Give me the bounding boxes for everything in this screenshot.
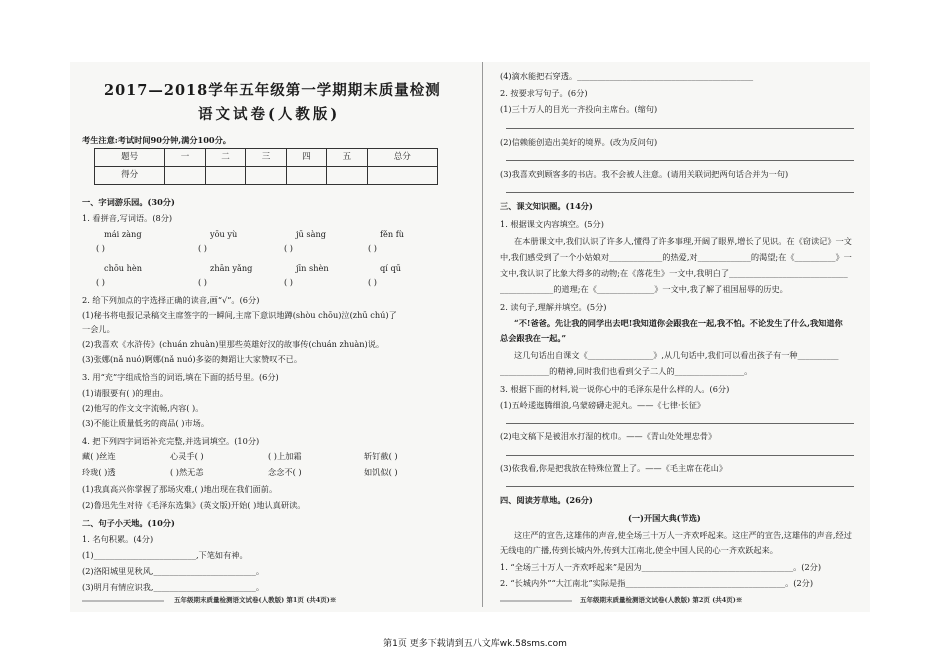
download-banner: 第1页 更多下载请到五八文库wk.58sms.com [383, 639, 567, 649]
answer-line[interactable] [506, 192, 854, 193]
score-cell[interactable] [165, 167, 205, 185]
section-2-heading: 二、句子小天地。(10分) [82, 518, 175, 528]
pinyin: fěn fù [380, 229, 405, 239]
table-cell: 一 [165, 149, 205, 167]
question-text: (2)鲁迅先生对待《毛泽东选集》(英文版)开始( )地认真研读。 [82, 500, 306, 510]
answer-line[interactable] [506, 423, 854, 424]
question-text: (2)他写的作文文字流畅,内容( )。 [82, 403, 204, 413]
question-text: (2)电文稿下是被泪水打湿的枕巾。——《青山处处埋忠骨》 [500, 431, 717, 441]
answer-line[interactable] [506, 486, 854, 487]
question-text: (2)信赖能创造出美好的境界。(改为反问句) [500, 137, 658, 147]
answer-blank[interactable]: ( ) [284, 277, 293, 287]
pinyin: jīn shèn [296, 263, 329, 273]
question-text: (1)我真高兴你掌握了那场灾难,( )地出现在我们面前。 [82, 484, 278, 494]
table-cell: 四 [286, 149, 326, 167]
question-text: (3)依我看,你是把我放在特殊位置上了。——《毛主席在花山》 [500, 463, 728, 473]
reading-passage: 这庄严的宣告,这雄伟的声音,使全场三十万人一齐欢呼起来。这庄严的宣告,这雄伟的声音,经过 [514, 530, 852, 540]
table-cell: 五 [327, 149, 367, 167]
exam-notice: 考生注意:考试时间90分钟,满分100分。 [82, 135, 231, 145]
quote-text: “不!爸爸。先让我的同学出去吧!我知道你会跟我在一起,我不怕。不论发生了什么,我知道你 [514, 318, 843, 328]
idiom-item: 如饥似( ) [364, 467, 398, 477]
answer-blank[interactable]: ( ) [284, 243, 293, 253]
answer-line[interactable] [506, 128, 854, 129]
score-table [94, 148, 438, 185]
question-text: ____________的精神,同时我们也看到父子二人的_________________。 [500, 366, 753, 376]
question-text: 2. “长城内外”“大江南北”实际是指_______________________________________。(2分) [500, 578, 814, 588]
pinyin: qí qū [380, 263, 401, 273]
question-2: 2. 给下列加点的字选择正确的读音,画“√”。(6分) [82, 295, 260, 305]
pinyin: mái zàng [104, 229, 142, 239]
section-3-heading: 三、课文知识圈。(14分) [500, 201, 593, 211]
score-cell[interactable] [327, 167, 367, 185]
answer-blank[interactable]: ( ) [96, 243, 105, 253]
question-5: 1. 名句积累。(4分) [82, 534, 154, 544]
question-text: (1)请服要有( )的理由。 [82, 388, 169, 398]
idiom-item: ( )上加霜 [268, 451, 302, 461]
score-cell[interactable] [367, 167, 437, 185]
question-text: (1)三十万人的目光一齐投向主席台。(缩句) [500, 104, 658, 114]
pinyin: jū sàng [296, 229, 327, 239]
question-heading: 2. 读句子,理解并填空。(5分) [500, 302, 607, 312]
page-footer: 五年级期末质量检测语文试卷(人教版) 第1页 (共4页)※ [174, 596, 337, 604]
question-text: 在本册课文中,我们认识了许多人,懂得了许多事理,开阔了眼界,增长了见识。在《窃读记》一文 [514, 236, 852, 246]
question-text: (4)滴水能把石穿透。___________________________________________ [500, 71, 754, 81]
score-cell[interactable] [286, 167, 326, 185]
answer-blank[interactable]: ( ) [198, 243, 207, 253]
score-cell[interactable] [246, 167, 286, 185]
question-4: 4. 把下列四字词语补充完整,并选词填空。(10分) [82, 436, 260, 446]
question-text: 中,我们感受到了一个小姑娘对_____________的热爱,对_____________的渴望;在《__________》一 [500, 252, 852, 262]
question-text: (3)明月有情应识我,_________________________。 [82, 582, 265, 592]
reading-passage: 无线电的广播,传到长城内外,传到大江南北,使全中国人民的心一齐欢跃起来。 [500, 545, 778, 555]
question-3: 3. 用“充”字组成恰当的词语,填在下面的括号里。(6分) [82, 372, 279, 382]
question-text: (2)我喜欢《水浒传》(chuán zhuàn)里那些英雄好汉的故事传(chuán zhuàn)说。 [82, 339, 385, 349]
question-text: (1)秘书将电报记录稿交主席签字的一瞬间,主席下意识地蹲(shòu chōu)泣(zhū chú)了 [82, 310, 397, 320]
answer-line[interactable] [506, 455, 854, 456]
table-cell: 得分 [95, 167, 165, 185]
question-text: (2)洛阳城里见秋风,_________________________。 [82, 566, 265, 576]
table-cell: 总分 [367, 149, 437, 167]
pinyin: yōu yù [210, 229, 238, 239]
idiom-item: 藏( )丝连 [82, 451, 116, 461]
pinyin: zhān yǎng [210, 263, 253, 273]
idiom-item: ( )然无恙 [170, 467, 204, 477]
reading-title: (一)开国大典(节选) [628, 513, 701, 523]
score-cell[interactable] [205, 167, 245, 185]
answer-line[interactable] [506, 160, 854, 161]
idiom-item: 玲珑( )透 [82, 467, 116, 477]
answer-blank[interactable]: ( ) [368, 243, 377, 253]
question-text: (3)我喜欢到顾客多的书店。我不会被人注意。(请用关联词把两句话合并为一句) [500, 169, 789, 179]
quote-text: 总会跟我在一起。” [500, 333, 567, 343]
question-text: 这几句话出自课文《________________》,从几句话中,我们可以看出孩子有一种__________ [514, 350, 839, 360]
question-text: (3)不能让质量低劣的商品( )市场。 [82, 418, 210, 428]
score-table-row [95, 167, 438, 185]
page-divider [482, 62, 483, 607]
answer-blank[interactable]: ( ) [368, 277, 377, 287]
idiom-item: 念念不( ) [268, 467, 302, 477]
question-text: 一会儿。 [82, 324, 115, 334]
footer-rule [82, 600, 164, 602]
answer-blank[interactable]: ( ) [198, 277, 207, 287]
idiom-item: 斩钉截( ) [364, 451, 398, 461]
pinyin: chōu hèn [104, 263, 143, 273]
exam-sheet [70, 62, 870, 612]
question-text: (1)五岭逶迤腾细浪,乌蒙磅礴走泥丸。——《七律·长征》 [500, 400, 706, 410]
question-heading: 3. 根据下面的材料,说一说你心中的毛泽东是什么样的人。(6分) [500, 384, 730, 394]
question-heading: 1. 根据课文内容填空。(5分) [500, 219, 604, 229]
table-cell: 题号 [95, 149, 165, 167]
question-text: _____________的道理;在《______________》一文中,我了解了祖国屈辱的历史。 [500, 284, 788, 294]
page-footer: 五年级期末质量检测语文试卷(人教版) 第2页 (共4页)※ [580, 596, 743, 604]
question-1: 1. 看拼音,写词语。(8分) [82, 213, 173, 223]
exam-subtitle: 语文试卷(人教版) [198, 106, 341, 123]
question-heading: 2. 按要求写句子。(6分) [500, 88, 588, 98]
section-4-heading: 四、阅读芳草地。(26分) [500, 495, 593, 505]
idiom-item: 心灵手( ) [170, 451, 204, 461]
answer-blank[interactable]: ( ) [96, 277, 105, 287]
question-text: 1. “全场三十万人一齐欢呼起来”是因为_____________________________________。(2分) [500, 562, 822, 572]
exam-title: 2017—2018学年五年级第一学期期末质量检测 [104, 82, 441, 99]
footer-rule [500, 600, 572, 602]
table-cell: 三 [246, 149, 286, 167]
question-text: (1)_________________________,下笔如有神。 [82, 550, 248, 560]
score-table-header [95, 149, 438, 167]
section-1-heading: 一、字词游乐园。(30分) [82, 197, 175, 207]
question-text: 文中,我认识了比象大得多的动物;在《落花生》一文中,我明白了_____________________________ [500, 268, 848, 278]
table-cell: 二 [205, 149, 245, 167]
question-text: (3)张娜(nǎ nuó)婀娜(nǎ nuó)多姿的舞蹈让大家赞叹不已。 [82, 354, 303, 364]
